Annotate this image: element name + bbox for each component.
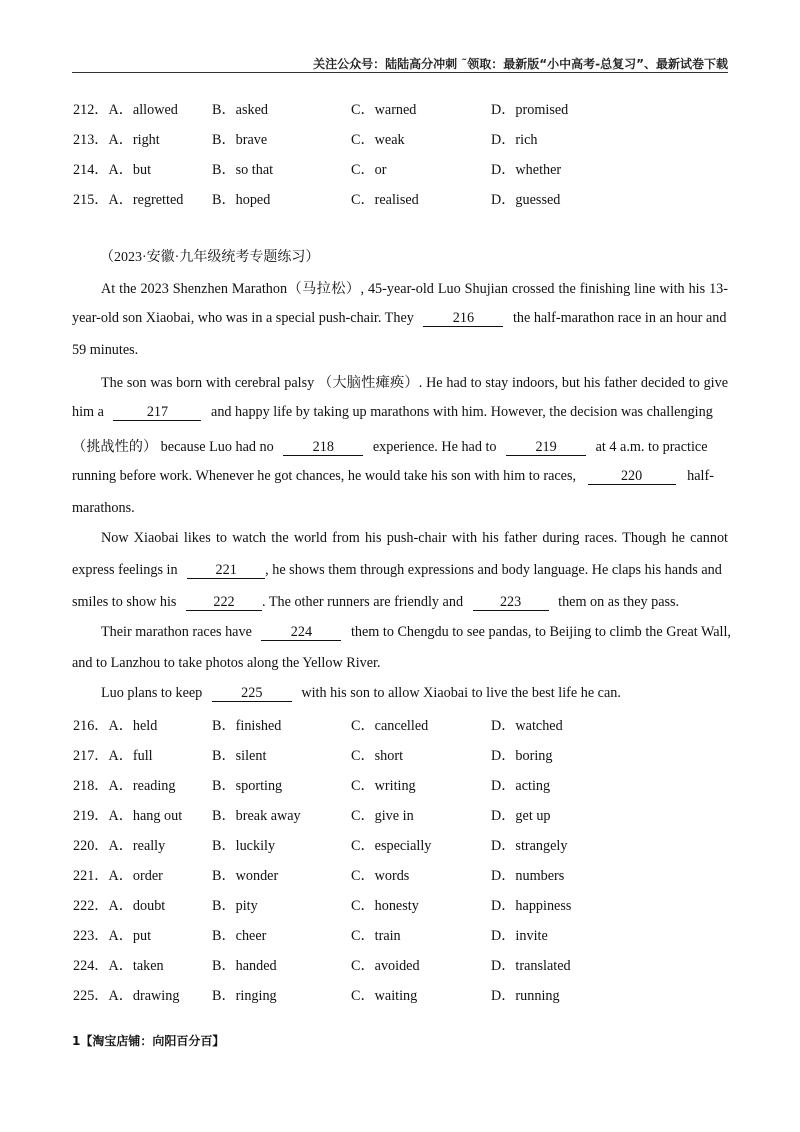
- question-number: 218．: [73, 778, 109, 794]
- question-number: 220．: [73, 838, 109, 854]
- option-b: B．so that: [212, 162, 274, 178]
- option-c: C．realised: [351, 192, 419, 208]
- option-row: [73, 895, 733, 915]
- option-row: [73, 775, 733, 795]
- passage-line: [72, 436, 728, 456]
- option-a: A．doubt: [108, 898, 166, 914]
- blank-223: 223: [473, 595, 549, 611]
- option-a: A．put: [108, 928, 152, 944]
- question-number: 214．: [73, 162, 109, 178]
- option-b: B．silent: [212, 748, 267, 764]
- blank-216: 216: [423, 311, 503, 327]
- option-c: C．train: [351, 928, 401, 944]
- question-number: 219．: [73, 808, 109, 824]
- option-c: C．cancelled: [351, 718, 429, 734]
- option-row: [73, 925, 733, 945]
- passage-text: Luo plans to keep: [101, 685, 203, 701]
- question-number: 215．: [73, 192, 109, 208]
- option-a: A．drawing: [108, 988, 180, 1004]
- header-rule: [72, 72, 728, 73]
- passage-text: the half-marathon race in an hour and: [512, 310, 727, 326]
- option-b: B．sporting: [212, 778, 283, 794]
- passage-text: experience. He had to: [372, 439, 497, 455]
- passage-line: Now Xiaobai likes to watch the world from his push-chair with his father during races. Though he cannot: [101, 530, 728, 546]
- option-row-215: [73, 189, 733, 209]
- section-source: （2023·安徽·九年级统考专题练习）: [100, 250, 320, 265]
- option-a: A．allowed: [108, 102, 178, 118]
- question-number: 216．: [73, 718, 109, 734]
- question-number: 217．: [73, 748, 109, 764]
- option-d: D．whether: [491, 162, 562, 178]
- passage-text: and happy life by taking up marathons with him. However, the decision was challenging: [211, 404, 713, 420]
- option-d: D．guessed: [491, 192, 561, 208]
- passage-text: them on as they pass.: [558, 594, 680, 610]
- blank-218: 218: [283, 440, 363, 456]
- question-number: 222．: [73, 898, 109, 914]
- option-c: C．honesty: [351, 898, 419, 914]
- passage-text: （挑战性的） because Luo had no: [72, 439, 274, 455]
- passage-line: At the 2023 Shenzhen Marathon（马拉松）, 45-year-old Luo Shujian crossed the finishing line with his 13-: [101, 281, 728, 297]
- option-b: B．wonder: [212, 868, 279, 884]
- option-b: B．break away: [212, 808, 301, 824]
- option-a: A．regretted: [108, 192, 184, 208]
- blank-221: 221: [187, 563, 265, 579]
- passage-line: [101, 624, 731, 644]
- option-b: B．ringing: [212, 988, 277, 1004]
- passage-line: [72, 310, 728, 330]
- passage-text: , he shows them through expressions and body language. He claps his hands and: [265, 562, 722, 578]
- question-number: 225．: [73, 988, 109, 1004]
- passage-line: marathons.: [72, 500, 135, 516]
- passage-text: express feelings in: [72, 562, 178, 578]
- option-d: D．watched: [491, 718, 563, 734]
- passage-text: year-old son Xiaobai, who was in a special push-chair. They: [72, 310, 414, 326]
- option-a: A．really: [108, 838, 166, 854]
- option-b: B．asked: [212, 102, 268, 118]
- option-d: D．invite: [491, 928, 548, 944]
- passage-line: [72, 562, 728, 582]
- option-d: D．get up: [491, 808, 551, 824]
- blank-217: 217: [113, 405, 201, 421]
- option-row-214: [73, 159, 733, 179]
- passage-line: [72, 404, 728, 424]
- option-c: C．avoided: [351, 958, 420, 974]
- option-d: D．translated: [491, 958, 571, 974]
- page-footer: 1【淘宝店铺：向阳百分百】: [72, 1034, 225, 1048]
- option-d: D．running: [491, 988, 560, 1004]
- option-d: D．acting: [491, 778, 551, 794]
- option-c: C．or: [351, 162, 387, 178]
- option-b: B．brave: [212, 132, 268, 148]
- option-row-213: [73, 129, 733, 149]
- option-c: C．especially: [351, 838, 432, 854]
- option-row: [73, 715, 733, 735]
- option-b: B．pity: [212, 898, 258, 914]
- option-row-212: [73, 99, 733, 119]
- question-number: 224．: [73, 958, 109, 974]
- option-a: A．taken: [108, 958, 164, 974]
- option-c: C．words: [351, 868, 410, 884]
- page-header: 关注公众号：陆陆高分冲刺 ˜领取：最新版“小中高考-总复习”、最新试卷下载: [313, 57, 728, 71]
- option-c: C．short: [351, 748, 404, 764]
- option-c: C．waiting: [351, 988, 418, 1004]
- passage-text: running before work. Whenever he got chances, he would take his son with him to races,: [72, 468, 577, 484]
- passage-line: The son was born with cerebral palsy （大脑性瘫痪）. He had to stay indoors, but his father decided to give: [101, 375, 728, 391]
- passage-text: . The other runners are friendly and: [262, 594, 464, 610]
- blank-224: 224: [261, 625, 341, 641]
- passage-text: smiles to show his: [72, 594, 177, 610]
- option-row: [73, 745, 733, 765]
- option-b: B．luckily: [212, 838, 276, 854]
- option-d: D．numbers: [491, 868, 565, 884]
- question-number: 213．: [73, 132, 109, 148]
- question-number: 223．: [73, 928, 109, 944]
- passage-line: and to Lanzhou to take photos along the Yellow River.: [72, 655, 381, 671]
- blank-220: 220: [588, 469, 676, 485]
- option-d: D．strangely: [491, 838, 568, 854]
- option-b: B．cheer: [212, 928, 267, 944]
- passage-text: half-: [687, 468, 714, 484]
- passage-text: at 4 a.m. to practice: [595, 439, 708, 455]
- option-b: B．handed: [212, 958, 277, 974]
- passage-text: him a: [72, 404, 104, 420]
- option-row: [73, 865, 733, 885]
- option-a: A．hang out: [108, 808, 183, 824]
- option-d: D．rich: [491, 132, 538, 148]
- option-d: D．promised: [491, 102, 569, 118]
- passage-text: with his son to allow Xiaobai to live the best life he can.: [301, 685, 621, 701]
- option-d: D．boring: [491, 748, 553, 764]
- blank-219: 219: [506, 440, 586, 456]
- option-c: C．give in: [351, 808, 414, 824]
- passage-text: Their marathon races have: [101, 624, 252, 640]
- passage-line: [72, 468, 728, 488]
- option-c: C．warned: [351, 102, 417, 118]
- option-row: [73, 835, 733, 855]
- blank-222: 222: [186, 595, 262, 611]
- option-a: A．held: [108, 718, 158, 734]
- option-a: A．order: [108, 868, 163, 884]
- option-row: [73, 985, 733, 1005]
- question-number: 212．: [73, 102, 109, 118]
- option-c: C．writing: [351, 778, 416, 794]
- option-c: C．weak: [351, 132, 405, 148]
- option-a: A．but: [108, 162, 152, 178]
- option-a: A．full: [108, 748, 153, 764]
- option-row: [73, 805, 733, 825]
- blank-225: 225: [212, 686, 292, 702]
- passage-line: [101, 685, 728, 705]
- question-number: 221．: [73, 868, 109, 884]
- option-b: B．finished: [212, 718, 282, 734]
- option-b: B．hoped: [212, 192, 271, 208]
- option-a: A．reading: [108, 778, 176, 794]
- option-a: A．right: [108, 132, 160, 148]
- passage-text: them to Chengdu to see pandas, to Beijing to climb the Great Wall,: [350, 624, 731, 640]
- passage-line: [72, 594, 728, 614]
- option-row: [73, 955, 733, 975]
- option-d: D．happiness: [491, 898, 572, 914]
- passage-line: 59 minutes.: [72, 342, 139, 358]
